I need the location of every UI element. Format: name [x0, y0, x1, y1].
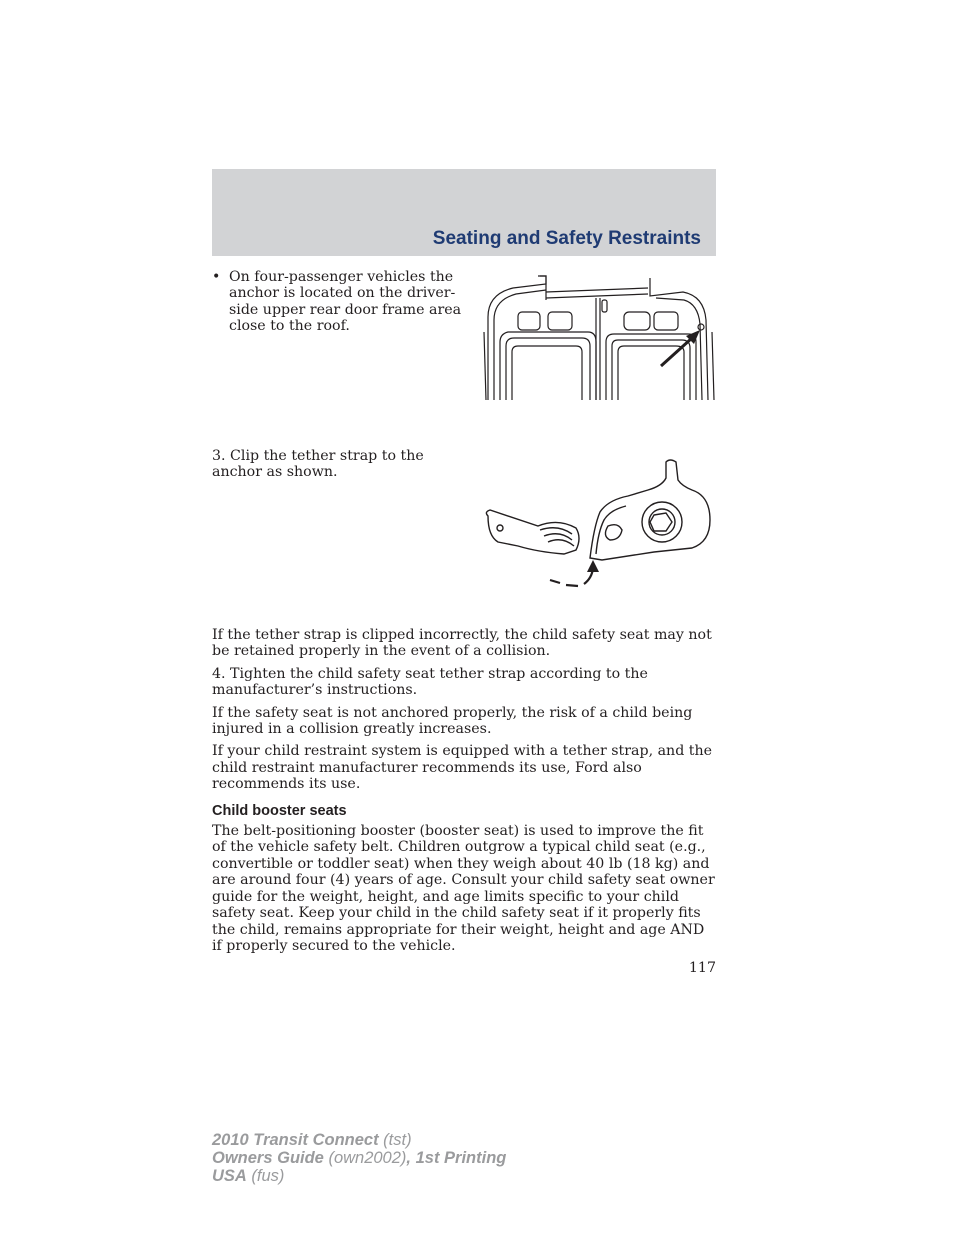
tether-clip-illustration — [478, 456, 716, 596]
bullet-mark: • — [212, 269, 221, 285]
step-3-text: 3. Clip the tether strap to the anchor as shown. — [212, 448, 424, 481]
subheading: Child booster seats — [212, 802, 347, 819]
rear-door-frame-illustration — [478, 272, 716, 402]
main-text — [212, 627, 717, 960]
list-item — [212, 269, 470, 335]
footer — [212, 1131, 506, 1185]
paragraph: If the tether strap is clipped incorrectly, the child safety seat may not be retained properly in the event of a collision. — [212, 627, 712, 660]
paragraph: The belt-positioning booster (booster seat) is used to improve the fit of the vehicle safety belt. Children outgrow a typical child seat (e.g., convertible or toddler seat) when they weigh about 40 lb (18 kg) and are around four (4) years of age. Consult your child safety seat owner guide for the weight, height, and age limits specific to your child safety seat. Keep your child in the child safety seat if it properly fits the child, remains appropriate for their weight, height and age AND if properly secured to the vehicle. — [212, 823, 715, 954]
bullet-text: On four-passenger vehicles the anchor is located on the driver-side upper rear door frame area close to the roof. — [229, 269, 462, 335]
section-title: Seating and Safety Restraints — [432, 228, 701, 249]
footer-line-3: USA (fus) — [212, 1167, 285, 1185]
footer-line-1: 2010 Transit Connect (tst) — [212, 1131, 412, 1149]
page-number: 117 — [688, 960, 716, 976]
header-band — [212, 169, 716, 256]
paragraph: If your child restraint system is equipped with a tether strap, and the child restraint manufacturer recommends its use, Ford also recommends its use. — [212, 743, 713, 793]
paragraph: If the safety seat is not anchored properly, the risk of a child being injured in a collision greatly increases. — [212, 704, 693, 738]
bullet-list — [212, 269, 470, 335]
paragraph: 4. Tighten the child safety seat tether strap according to the manufacturer’s instructions. — [212, 665, 648, 699]
footer-line-2: Owners Guide (own2002), 1st Printing — [212, 1149, 507, 1167]
